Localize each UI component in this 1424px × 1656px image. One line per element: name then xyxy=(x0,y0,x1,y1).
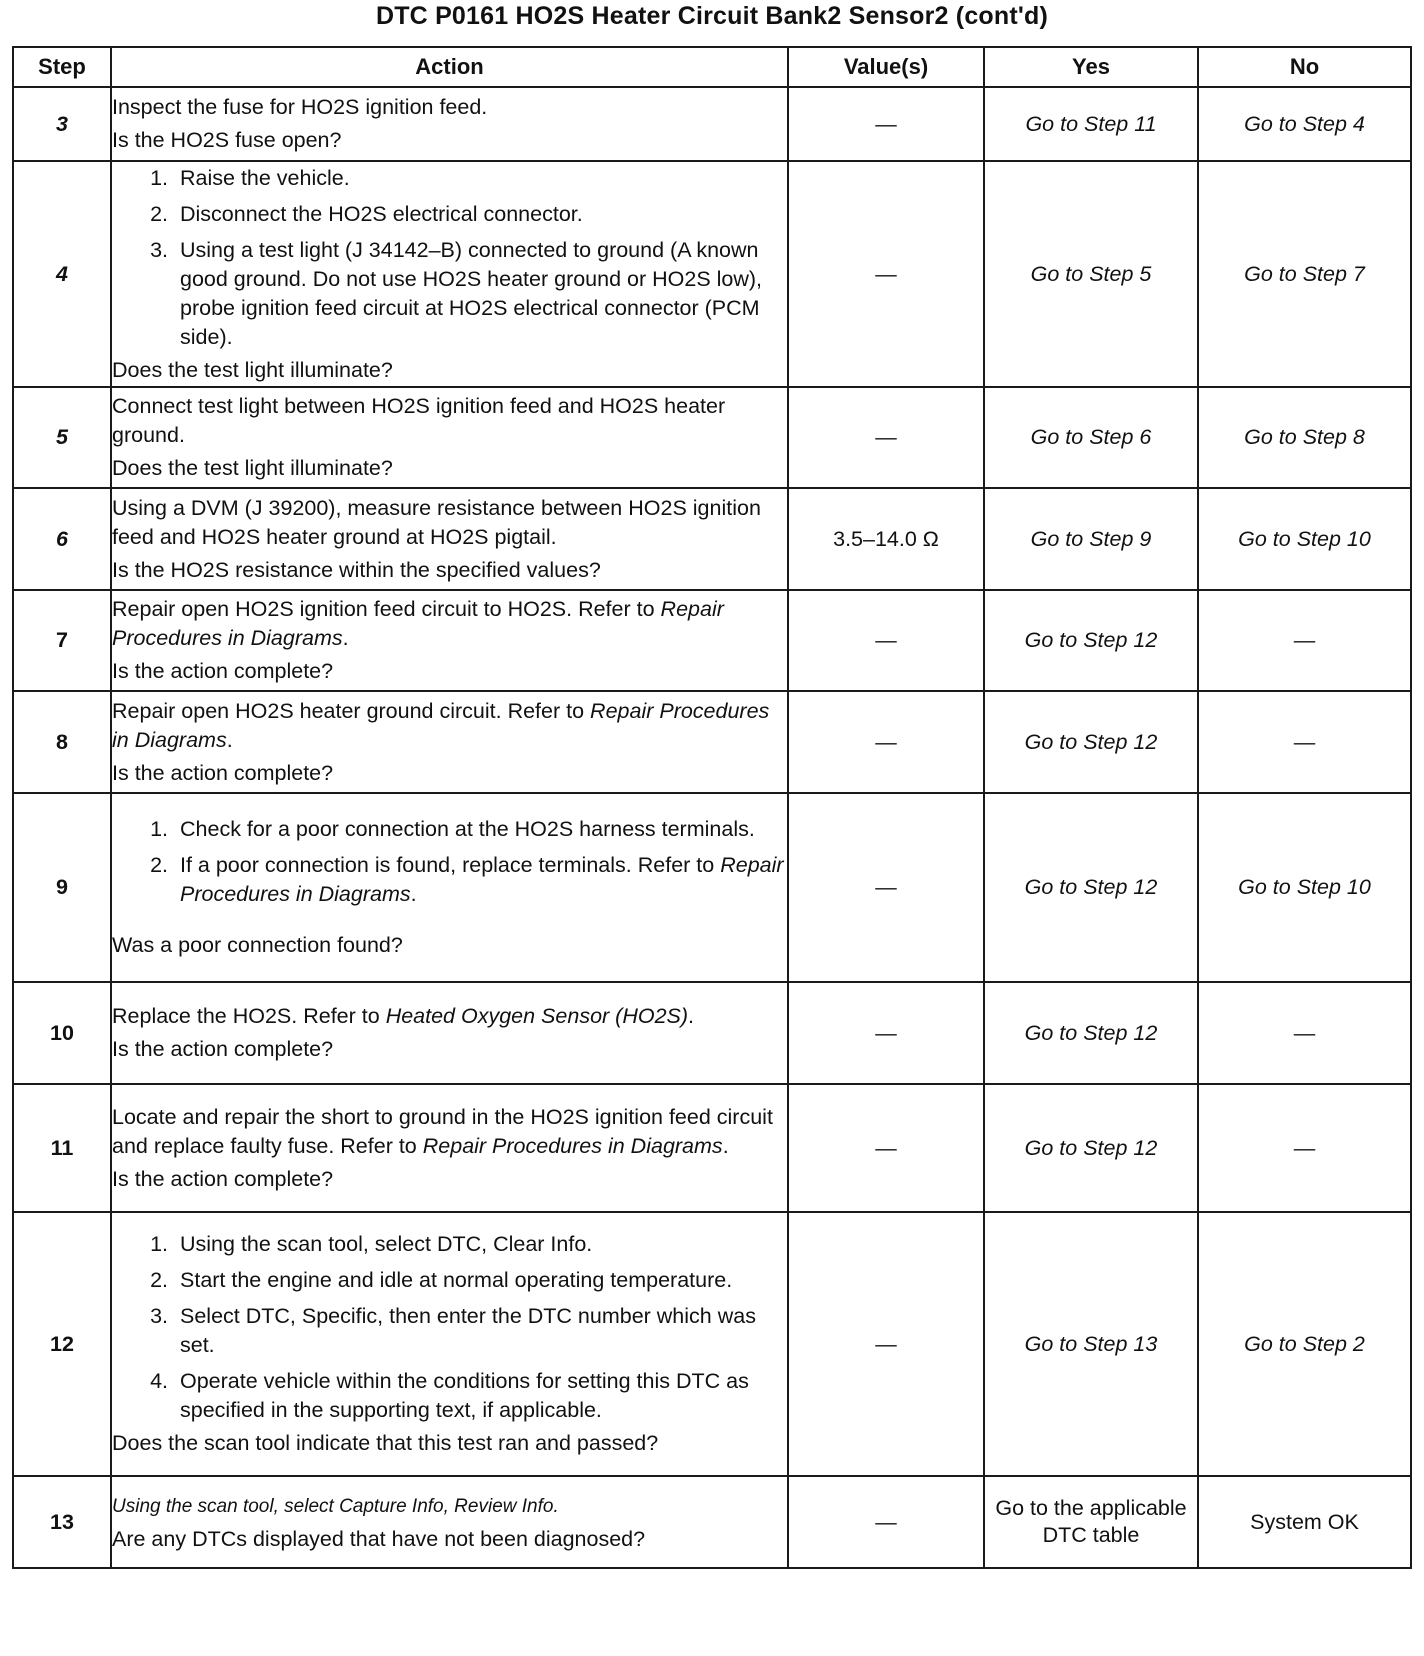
table-row xyxy=(13,1084,1411,1212)
reference-link[interactable]: Heated Oxygen Sensor (HO2S) xyxy=(385,1004,689,1028)
value-cell: — xyxy=(788,1084,984,1212)
list-item: 2. Disconnect the HO2S electrical connector. xyxy=(174,200,787,229)
action-cell xyxy=(111,161,788,387)
value-cell: — xyxy=(788,1476,984,1568)
action-cell: Locate and repair the short to ground in the HO2S ignition feed circuit and replace faulty fuse. Refer to Repair Procedures in Diagrams. Is the action complete? xyxy=(111,1084,788,1212)
list-item: 2. If a poor connection is found, replace terminals. Refer to Repair Procedures in Diagrams. xyxy=(174,851,787,909)
no-cell: — xyxy=(1198,1084,1411,1212)
step-number: 8 xyxy=(13,691,111,793)
action-question: Does the test light illuminate? xyxy=(112,456,393,480)
action-question: Are any DTCs displayed that have not been diagnosed? xyxy=(112,1526,646,1551)
step-number: 6 xyxy=(13,488,111,590)
action-question: Is the HO2S fuse open? xyxy=(112,128,342,152)
action-text: Replace the HO2S. Refer to xyxy=(112,1004,380,1028)
table-row xyxy=(13,982,1411,1084)
action-steps-list xyxy=(112,1230,787,1425)
action-text: Locate and repair the short to ground in the HO2S ignition feed circuit and replace faulty fuse. Refer to xyxy=(112,1104,773,1158)
action-text: Using the scan tool, select Capture Info, Review Info. xyxy=(112,1495,559,1517)
table-row xyxy=(13,87,1411,161)
no-cell: Go to Step 7 xyxy=(1198,161,1411,387)
yes-cell: Go to Step 12 xyxy=(984,982,1198,1084)
no-cell: — xyxy=(1198,590,1411,691)
header-values: Value(s) xyxy=(788,47,984,87)
action-question: Does the scan tool indicate that this test ran and passed? xyxy=(112,1431,659,1455)
action-cell: Repair open HO2S ignition feed circuit to HO2S. Refer to Repair Procedures in Diagrams. Is the action complete? xyxy=(111,590,788,691)
yes-cell: Go to Step 12 xyxy=(984,691,1198,793)
value-cell: — xyxy=(788,793,984,982)
table-row xyxy=(13,691,1411,793)
no-cell: — xyxy=(1198,982,1411,1084)
reference-link[interactable]: Repair Procedures in Diagrams xyxy=(112,597,724,650)
header-row xyxy=(13,47,1411,87)
yes-cell: Go to Step 6 xyxy=(984,387,1198,488)
step-number: 4 xyxy=(13,161,111,387)
yes-cell: Go to Step 9 xyxy=(984,488,1198,590)
list-item: 3. Using a test light (J 34142–B) connected to ground (A known good ground. Do not use HO2S heater ground or HO2S low), probe ignition feed circuit at HO2S electrical connector (PCM side). xyxy=(174,236,787,352)
list-item: 1. Raise the vehicle. xyxy=(174,164,787,193)
page-title: DTC P0161 HO2S Heater Circuit Bank2 Sensor2 (cont'd) xyxy=(375,2,1049,30)
value-cell: — xyxy=(788,982,984,1084)
action-text: Connect test light between HO2S ignition feed and HO2S heater ground. xyxy=(112,394,726,447)
step-number: 5 xyxy=(13,387,111,488)
no-cell: Go to Step 8 xyxy=(1198,387,1411,488)
yes-cell: Go to Step 12 xyxy=(984,793,1198,982)
yes-cell: Go to Step 5 xyxy=(984,161,1198,387)
action-question: Is the action complete? xyxy=(112,659,334,683)
table-row xyxy=(13,793,1411,982)
action-text: Inspect the fuse for HO2S ignition feed. xyxy=(112,95,488,119)
action-steps-list xyxy=(112,815,787,909)
action-text: Repair open HO2S heater ground circuit. Refer to xyxy=(112,698,585,723)
list-item: 1. Using the scan tool, select DTC, Clear Info. xyxy=(174,1230,787,1259)
no-cell: Go to Step 10 xyxy=(1198,793,1411,982)
step-number: 12 xyxy=(13,1212,111,1476)
diagnostic-table xyxy=(12,46,1412,1569)
no-cell: — xyxy=(1198,691,1411,793)
table-row xyxy=(13,161,1411,387)
step-number: 11 xyxy=(13,1084,111,1212)
step-number: 3 xyxy=(13,87,111,161)
action-cell xyxy=(111,1212,788,1476)
list-item: 3. Select DTC, Specific, then enter the DTC number which was set. xyxy=(174,1302,787,1360)
table-row xyxy=(13,488,1411,590)
step-number: 7 xyxy=(13,590,111,691)
no-cell: Go to Step 2 xyxy=(1198,1212,1411,1476)
value-cell: — xyxy=(788,590,984,691)
action-steps-list xyxy=(112,164,787,352)
header-no: No xyxy=(1198,47,1411,87)
table-row xyxy=(13,1212,1411,1476)
table-row xyxy=(13,387,1411,488)
yes-cell: Go to Step 13 xyxy=(984,1212,1198,1476)
action-cell: Replace the HO2S. Refer to Heated Oxygen Sensor (HO2S). Is the action complete? xyxy=(111,982,788,1084)
action-question: Was a poor connection found? xyxy=(112,933,403,957)
value-cell: — xyxy=(788,691,984,793)
no-cell: Go to Step 10 xyxy=(1198,488,1411,590)
reference-link[interactable]: Repair Procedures in Diagrams xyxy=(112,698,770,752)
action-cell xyxy=(111,87,788,161)
value-cell: — xyxy=(788,387,984,488)
value-cell: — xyxy=(788,87,984,161)
action-cell xyxy=(111,488,788,590)
value-cell: — xyxy=(788,1212,984,1476)
action-text: Using a DVM (J 39200), measure resistance between HO2S ignition feed and HO2S heater ground at HO2S pigtail. xyxy=(112,495,761,549)
yes-cell: Go to the applicable DTC table xyxy=(984,1476,1198,1568)
no-cell: System OK xyxy=(1198,1476,1411,1568)
table-row xyxy=(13,590,1411,691)
yes-cell: Go to Step 12 xyxy=(984,1084,1198,1212)
value-cell: — xyxy=(788,161,984,387)
yes-cell: Go to Step 11 xyxy=(984,87,1198,161)
list-item: 2. Start the engine and idle at normal operating temperature. xyxy=(174,1266,787,1295)
step-number: 13 xyxy=(13,1476,111,1568)
no-cell: Go to Step 4 xyxy=(1198,87,1411,161)
value-cell: 3.5–14.0 Ω xyxy=(788,488,984,590)
header-step: Step xyxy=(13,47,111,87)
header-action: Action xyxy=(111,47,788,87)
list-item: 4. Operate vehicle within the conditions for setting this DTC as specified in the supporting text, if applicable. xyxy=(174,1367,787,1425)
action-question: Does the test light illuminate? xyxy=(112,357,393,382)
action-cell: Repair open HO2S heater ground circuit. Refer to Repair Procedures in Diagrams. Is the action complete? xyxy=(111,691,788,793)
action-text: Repair open HO2S ignition feed circuit to HO2S. Refer to xyxy=(112,597,655,621)
action-cell xyxy=(111,793,788,982)
step-number: 9 xyxy=(13,793,111,982)
yes-cell: Go to Step 12 xyxy=(984,590,1198,691)
reference-link[interactable]: Repair Procedures in Diagrams xyxy=(180,853,784,906)
table-row xyxy=(13,1476,1411,1568)
action-question: Is the action complete? xyxy=(112,1166,334,1191)
list-item: 1. Check for a poor connection at the HO2S harness terminals. xyxy=(174,815,787,844)
action-question: Is the action complete? xyxy=(112,1037,334,1061)
action-cell xyxy=(111,387,788,488)
reference-link[interactable]: Repair Procedures in Diagrams xyxy=(422,1133,723,1158)
action-question: Is the action complete? xyxy=(112,760,334,785)
action-cell xyxy=(111,1476,788,1568)
action-question: Is the HO2S resistance within the specified values? xyxy=(112,557,601,582)
step-number: 10 xyxy=(13,982,111,1084)
header-yes: Yes xyxy=(984,47,1198,87)
